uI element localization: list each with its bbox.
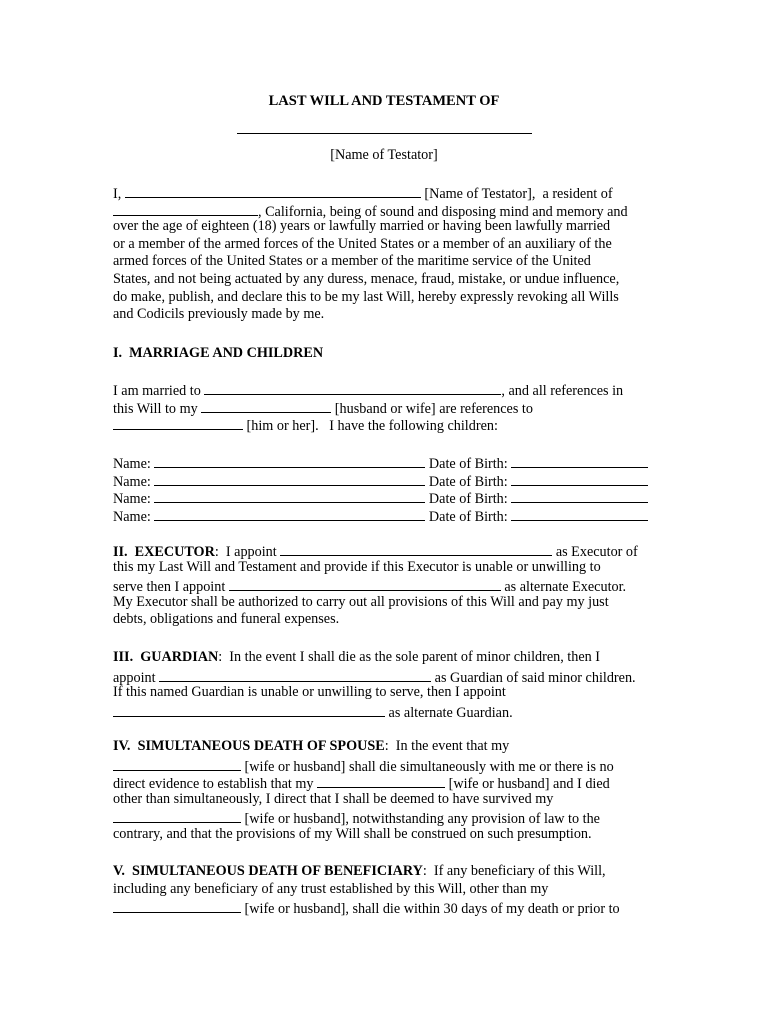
beneficiary-death-text: [wife or husband], shall die within 30 days of my death or prior to — [241, 901, 620, 918]
guardian-name-blank[interactable] — [159, 667, 431, 682]
guardian-text: appoint — [113, 669, 160, 686]
section-beneficiary-death — [113, 863, 673, 916]
alternate-executor-blank[interactable] — [229, 576, 501, 591]
executor-text: debts, obligations and funeral expenses. — [113, 611, 340, 628]
spouse-name-blank[interactable] — [113, 756, 241, 771]
marriage-text: [him or her]. I have the following children: — [243, 418, 498, 435]
section-heading: V. SIMULTANEOUS DEATH OF BENEFICIARY — [113, 863, 423, 879]
executor-text: this my Last Will and Testament and provide if this Executor is unable or unwilling to — [113, 558, 601, 575]
beneficiary-death-text: : If any beneficiary of this Will, — [422, 863, 606, 879]
beneficiary-death-text: including any beneficiary of any trust established by this Will, other than my — [113, 880, 549, 897]
marriage-text: , and all references in — [501, 383, 624, 399]
spouse-death-text: [wife or husband] shall die simultaneously with me or there is no — [241, 758, 614, 775]
guardian-text: : In the event I shall die as the sole parent of minor children, then I — [218, 649, 601, 665]
preamble-text: do make, publish, and declare this to be my last Will, hereby expressly revoking all Wills — [113, 288, 619, 305]
executor-text: : I appoint — [214, 544, 281, 560]
preamble-paragraph — [113, 183, 673, 324]
child-name-label: Name: — [113, 473, 155, 490]
marriage-text: this Will to my — [113, 400, 202, 417]
testator-name-blank[interactable] — [125, 183, 421, 198]
preamble-text: I, — [113, 186, 125, 202]
child-name-blank[interactable] — [154, 453, 425, 468]
child-row — [113, 471, 673, 489]
preamble-text: , California, being of sound and disposing mind and memory and — [258, 203, 628, 220]
executor-text: as Executor of — [552, 544, 638, 560]
child-row — [113, 453, 673, 471]
child-name-label: Name: — [113, 508, 155, 525]
section-marriage-children — [113, 345, 673, 363]
child-dob-label: Date of Birth: — [425, 473, 512, 490]
preamble-text: armed forces of the United States or a member of the maritime service of the United — [113, 253, 591, 270]
child-dob-label: Date of Birth: — [425, 491, 512, 508]
spouse-death-text: [wife or husband] and I died — [445, 776, 610, 793]
spouse-name-blank[interactable] — [113, 898, 241, 913]
marriage-text: [husband or wife] are references to — [331, 400, 533, 417]
child-name-label: Name: — [113, 456, 155, 472]
document-title: LAST WILL AND TESTAMENT OF — [268, 93, 500, 109]
guardian-text: as Guardian of said minor children. — [431, 669, 636, 686]
section-heading: I. MARRIAGE AND CHILDREN — [113, 345, 324, 361]
child-dob-blank[interactable] — [511, 471, 648, 486]
section-executor — [113, 541, 673, 629]
child-row — [113, 488, 673, 506]
preamble-text: or a member of the armed forces of the United States or a member of an auxiliary of the — [113, 235, 612, 252]
spouse-death-text: [wife or husband], notwithstanding any provision of law to the — [241, 811, 600, 828]
child-dob-label: Date of Birth: — [425, 508, 512, 525]
preamble-text: States, and not being actuated by any duress, menace, fraud, mistake, or undue influence, — [113, 270, 620, 287]
marriage-paragraph — [113, 380, 673, 433]
child-name-label: Name: — [113, 491, 155, 508]
section-heading: III. GUARDIAN — [113, 649, 219, 665]
county-blank[interactable] — [113, 201, 258, 216]
spouse-term-blank[interactable] — [201, 398, 331, 413]
child-name-blank[interactable] — [154, 506, 425, 521]
spouse-name-blank[interactable] — [204, 380, 501, 395]
section-heading: IV. SIMULTANEOUS DEATH OF SPOUSE — [113, 738, 385, 754]
testator-name-line[interactable] — [237, 133, 532, 134]
child-row — [113, 506, 673, 524]
child-name-blank[interactable] — [154, 471, 425, 486]
preamble-text: [Name of Testator], a resident of — [420, 186, 613, 202]
child-dob-label: Date of Birth: — [425, 456, 512, 472]
executor-text: My Executor shall be authorized to carry out all provisions of this Will and pay my just — [113, 593, 609, 610]
spouse-death-text: : In the event that my — [384, 738, 510, 754]
spouse-name-blank[interactable] — [317, 773, 445, 788]
child-name-blank[interactable] — [154, 488, 425, 503]
guardian-text: If this named Guardian is unable or unwilling to serve, then I appoint — [113, 684, 506, 701]
testator-caption: [Name of Testator] — [330, 147, 438, 163]
section-guardian — [113, 649, 673, 719]
executor-text: serve then I appoint — [113, 579, 229, 596]
spouse-death-text: contrary, and that the provisions of my Will shall be construed on such presumption. — [113, 825, 592, 842]
guardian-text: as alternate Guardian. — [385, 704, 513, 721]
alternate-guardian-blank[interactable] — [113, 702, 385, 717]
child-dob-blank[interactable] — [511, 488, 648, 503]
section-heading: II. EXECUTOR — [113, 544, 215, 560]
spouse-death-text: other than simultaneously, I direct that I shall be deemed to have survived my — [113, 790, 554, 807]
preamble-text: and Codicils previously made by me. — [113, 306, 325, 323]
executor-text: as alternate Executor. — [500, 579, 627, 596]
child-dob-blank[interactable] — [511, 506, 648, 521]
children-list — [113, 453, 673, 523]
spouse-pronoun-blank[interactable] — [113, 415, 243, 430]
marriage-text: I am married to — [113, 383, 205, 399]
executor-name-blank[interactable] — [280, 541, 552, 556]
spouse-death-text: direct evidence to establish that my — [113, 776, 318, 793]
preamble-text: over the age of eighteen (18) years or lawfully married or having been lawfully married — [113, 218, 611, 235]
spouse-name-blank[interactable] — [113, 808, 241, 823]
child-dob-blank[interactable] — [511, 453, 648, 468]
section-spouse-death — [113, 738, 673, 844]
